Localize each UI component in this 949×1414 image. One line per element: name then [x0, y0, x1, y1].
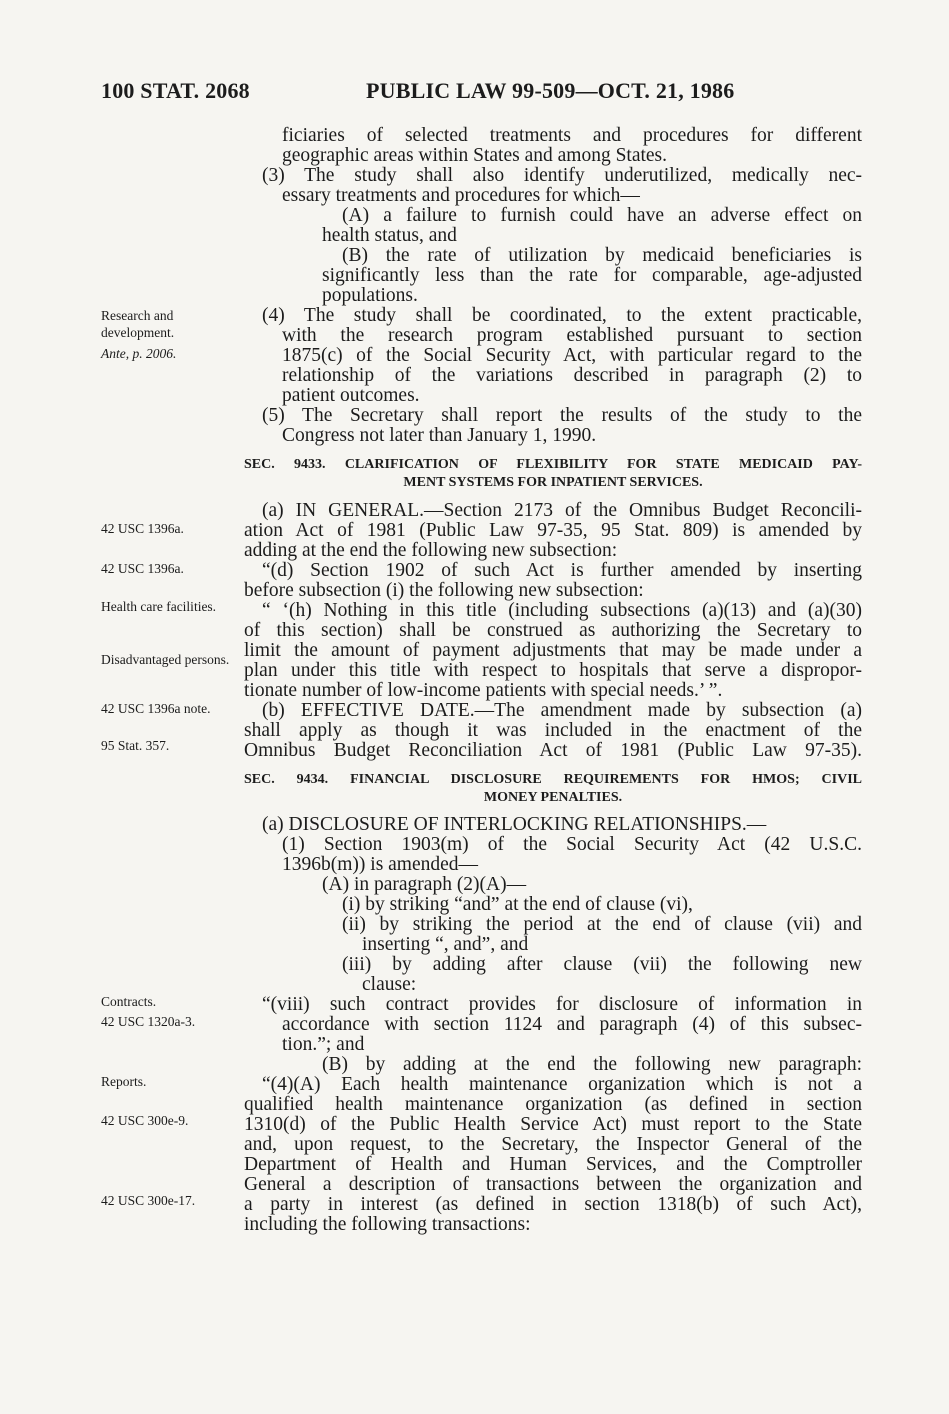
text-line: (1) Section 1903(m) of the Social Security Act (42 U.S.C.: [282, 834, 862, 855]
text-line: health status, and: [322, 225, 457, 246]
section-heading: MENT SYSTEMS FOR INPATIENT SERVICES.: [403, 475, 703, 490]
text-line: (4) The study shall be coordinated, to the extent practicable,: [262, 305, 862, 326]
text-line: Omnibus Budget Reconciliation Act of 1981 (Public Law 97-35).: [244, 740, 862, 761]
text-line: (i) by striking “and” at the end of clause (vi),: [342, 894, 693, 915]
margin-note: 42 USC 300e-9.: [101, 1113, 189, 1128]
page-reference: 100 STAT. 2068: [101, 78, 250, 103]
text-line: of this section) shall be construed as authorizing the Secretary to: [244, 620, 862, 641]
margin-note: 42 USC 1396a.: [101, 521, 184, 536]
text-line: accordance with section 1124 and paragraph (4) of this subsec-: [282, 1014, 862, 1035]
text-line: Congress not later than January 1, 1990.: [282, 425, 597, 446]
margin-note: Research and development.: [101, 308, 175, 340]
text-line: “(4)(A) Each health maintenance organization which is not a: [262, 1074, 862, 1095]
text-line: 1875(c) of the Social Security Act, with particular regard to the: [282, 345, 862, 366]
text-line: (A) in paragraph (2)(A)—: [322, 874, 527, 895]
text-line: (b) EFFECTIVE DATE.—The amendment made by subsection (a): [262, 700, 862, 721]
text-line: and, upon request, to the Secretary, the Inspector General of the: [244, 1134, 862, 1155]
margin-note: Contracts.: [101, 994, 157, 1009]
text-line: (a) IN GENERAL.—Section 2173 of the Omnibus Budget Reconcili-: [262, 500, 862, 521]
margin-note: 42 USC 300e-17.: [101, 1193, 196, 1208]
text-line: ficiaries of selected treatments and procedures for different: [282, 125, 862, 146]
text-line: (B) the rate of utilization by medicaid beneficiaries is: [342, 245, 862, 266]
margin-note: 42 USC 1396a.: [101, 561, 184, 576]
section-heading: SEC. 9433. CLARIFICATION OF FLEXIBILITY FOR STATE MEDICAID PAY-: [244, 457, 862, 472]
text-line: (a) DISCLOSURE OF INTERLOCKING RELATIONSHIPS.—: [262, 814, 767, 835]
text-line: significantly less than the rate for comparable, age-adjusted: [322, 265, 862, 286]
text-line: tion.”; and: [282, 1034, 365, 1055]
margin-note: 95 Stat. 357.: [101, 738, 170, 753]
margin-note: Disadvantaged persons.: [101, 652, 230, 667]
text-line: with the research program established pursuant to section: [282, 325, 862, 346]
text-line: geographic areas within States and among States.: [282, 145, 668, 166]
text-line: 1396b(m)) is amended—: [282, 854, 479, 875]
text-line: (iii) by adding after clause (vii) the following new: [342, 954, 862, 975]
text-line: “(d) Section 1902 of such Act is further amended by inserting: [262, 560, 862, 581]
text-line: qualified health maintenance organization (as defined in section: [244, 1094, 862, 1115]
text-line: “ ‘(h) Nothing in this title (including subsections (a)(13) and (a)(30): [262, 600, 862, 621]
margin-note: 42 USC 1396a note.: [101, 701, 211, 716]
text-line: ation Act of 1981 (Public Law 97-35, 95 Stat. 809) is amended by: [244, 520, 862, 541]
text-line: General a description of transactions between the organization and: [244, 1174, 862, 1195]
margin-note: Health care facilities.: [101, 599, 217, 614]
text-line: inserting “, and”, and: [362, 934, 529, 955]
text-line: relationship of the variations described in paragraph (2) to: [282, 365, 862, 386]
text-line: a party in interest (as defined in section 1318(b) of such Act),: [244, 1194, 862, 1215]
margin-note: 42 USC 1320a-3.: [101, 1014, 196, 1029]
text-line: (ii) by striking the period at the end of clause (vii) and: [342, 914, 862, 935]
text-line: (3) The study shall also identify underutilized, medically nec-: [262, 165, 862, 186]
text-line: adding at the end the following new subsection:: [244, 540, 618, 561]
text-line: 1310(d) of the Public Health Service Act) must report to the State: [244, 1114, 862, 1135]
text-line: essary treatments and procedures for which—: [282, 185, 640, 206]
section-heading: SEC. 9434. FINANCIAL DISCLOSURE REQUIREMENTS FOR HMOS; CIVIL: [244, 772, 862, 787]
text-line: patient outcomes.: [282, 385, 420, 406]
text-line: limit the amount of payment adjustments that may be made under a: [244, 640, 862, 661]
section-heading: MONEY PENALTIES.: [483, 790, 623, 805]
text-line: (A) a failure to furnish could have an adverse effect on: [342, 205, 862, 226]
text-line: tionate number of low-income patients with special needs.’ ”.: [244, 680, 723, 701]
text-line: shall apply as though it was included in the enactment of the: [244, 720, 862, 741]
text-line: clause:: [362, 974, 417, 995]
text-line: “(viii) such contract provides for disclosure of information in: [262, 994, 862, 1015]
law-title: PUBLIC LAW 99-509—OCT. 21, 1986: [366, 78, 735, 103]
text-line: (5) The Secretary shall report the results of the study to the: [262, 405, 862, 426]
margin-note: Reports.: [101, 1074, 147, 1089]
text-line: Department of Health and Human Services, and the Comptroller: [244, 1154, 862, 1175]
text-line: including the following transactions:: [244, 1214, 531, 1235]
text-line: (B) by adding at the end the following new paragraph:: [322, 1054, 862, 1075]
margin-note: Ante, p. 2006.: [101, 346, 177, 361]
text-line: plan under this title with respect to hospitals that serve a dispropor-: [244, 660, 862, 681]
text-line: populations.: [322, 285, 418, 306]
text-line: before subsection (i) the following new subsection:: [244, 580, 644, 601]
